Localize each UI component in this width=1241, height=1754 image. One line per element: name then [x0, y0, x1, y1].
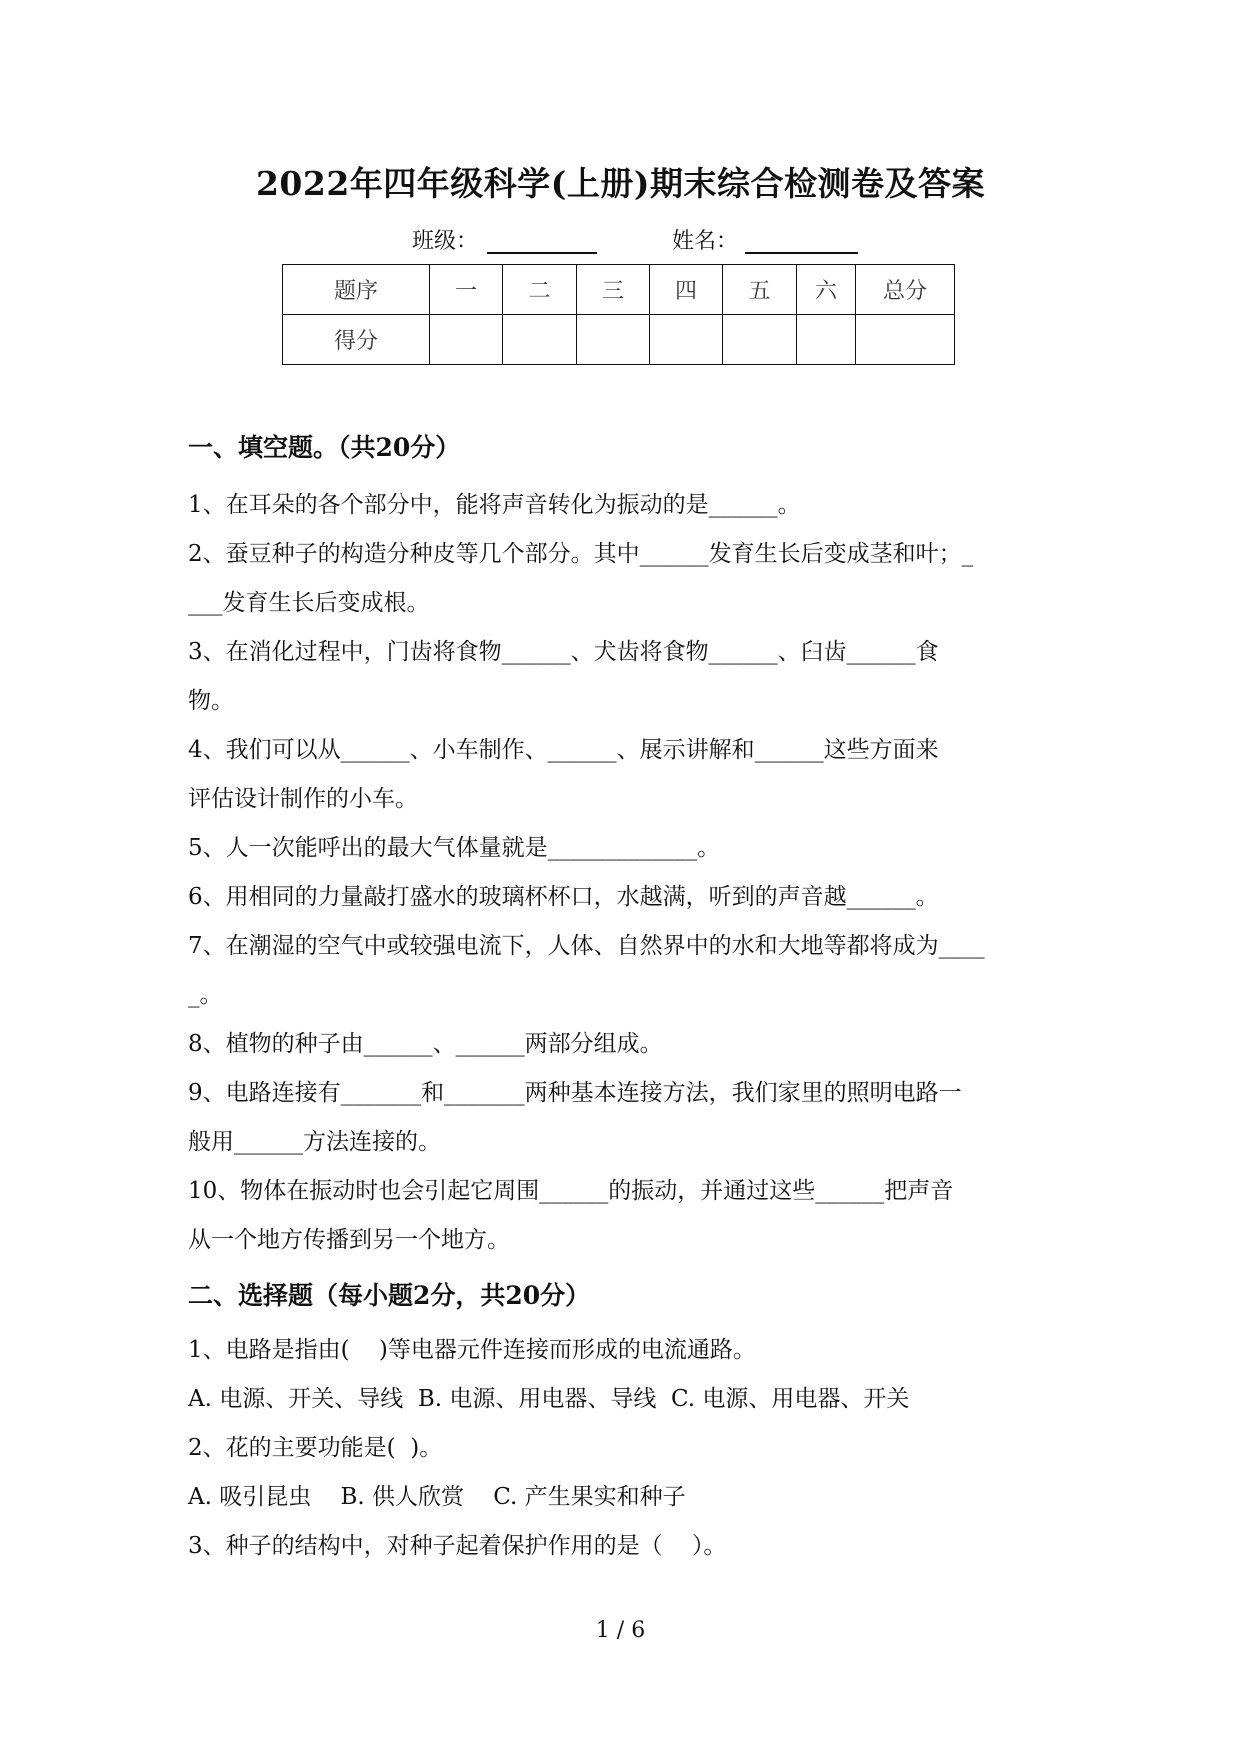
name-blank	[745, 252, 858, 254]
question-line: 10、物体在振动时也会引起它周围______的振动，并通过这些______把声音	[188, 1178, 954, 1204]
question-line: 1、在耳朵的各个部分中，能将声音转化为振动的是______。	[188, 492, 801, 518]
question-line: 2、蚕豆种子的构造分种皮等几个部分。其中______发育生长后变成茎和叶；_	[188, 541, 974, 567]
question-line: 般用______方法连接的。	[188, 1129, 441, 1155]
score-cell	[430, 315, 503, 365]
question-line: 5、人一次能呼出的最大气体量就是_____________。	[188, 835, 721, 861]
question-line: 7、在潮湿的空气中或较强电流下，人体、自然界中的水和大地等都将成为____	[188, 933, 985, 959]
table-header-cell: 六	[797, 265, 856, 315]
question-line: ___发育生长后变成根。	[188, 590, 430, 616]
score-cell	[503, 315, 577, 365]
section-heading-multiple-choice: 二、选择题（每小题2分，共20分）	[188, 1281, 591, 1310]
question-line: 9、电路连接有_______和_______两种基本连接方法，我们家里的照明电路一	[188, 1080, 962, 1106]
question-line: 评估设计制作的小车。	[188, 786, 418, 812]
class-label: 班级：	[412, 229, 479, 254]
option-line: A. 吸引昆虫 B. 供人欣赏 C. 产生果实和种子	[188, 1484, 686, 1510]
score-cell	[723, 315, 797, 365]
page-title: 2022年四年级科学(上册)期末综合检测卷及答案	[255, 164, 986, 203]
section-heading-fill-blank: 一、填空题。（共20分）	[188, 433, 461, 462]
question-line: 3、在消化过程中，门齿将食物______、犬齿将食物______、臼齿______食	[188, 639, 939, 665]
name-label: 姓名：	[672, 229, 739, 254]
score-table-header-row	[283, 265, 955, 315]
question-line: 1、电路是指由( )等电器元件连接而形成的电流通路。	[188, 1337, 756, 1363]
question-line: 物。	[188, 688, 234, 714]
option-line: A. 电源、开关、导线 B. 电源、用电器、导线 C. 电源、用电器、开关	[188, 1386, 910, 1412]
table-header-cell: 二	[503, 265, 577, 315]
table-header-cell: 总分	[856, 265, 955, 315]
score-cell	[650, 315, 723, 365]
question-line: 3、种子的结构中，对种子起着保护作用的是（ ）。	[188, 1533, 727, 1559]
page-number: 1 / 6	[595, 1618, 646, 1643]
score-table-score-row	[283, 315, 955, 365]
table-header-cell: 三	[577, 265, 650, 315]
score-row-label: 得分	[283, 315, 430, 365]
question-line: 8、植物的种子由______、______两部分组成。	[188, 1031, 663, 1057]
score-cell	[797, 315, 856, 365]
question-line: 4、我们可以从______、小车制作、______、展示讲解和______这些方面来	[188, 737, 939, 763]
student-info-row	[0, 224, 1241, 260]
question-line: _。	[188, 982, 223, 1008]
score-table	[282, 264, 955, 365]
table-header-cell: 一	[430, 265, 503, 315]
table-header-cell: 四	[650, 265, 723, 315]
table-header-cell: 题序	[283, 265, 430, 315]
class-blank	[487, 252, 597, 254]
question-line: 6、用相同的力量敲打盛水的玻璃杯杯口，水越满，听到的声音越______。	[188, 884, 939, 910]
score-cell	[856, 315, 955, 365]
question-line: 从一个地方传播到另一个地方。	[188, 1227, 510, 1253]
table-header-cell: 五	[723, 265, 797, 315]
question-line: 2、花的主要功能是( )。	[188, 1435, 443, 1461]
score-cell	[577, 315, 650, 365]
